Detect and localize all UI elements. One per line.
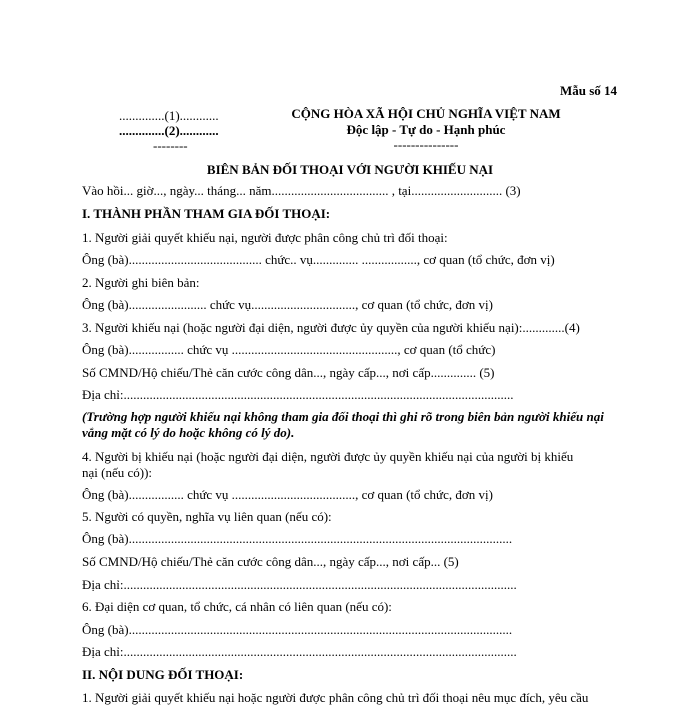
header-left-line1: ..............(1)............ — [119, 108, 219, 123]
section1-note: vắng mặt có lý do hoặc không có lý do). — [82, 425, 295, 440]
section1-line: Địa chỉ:......................................................................................................................... — [82, 644, 517, 659]
document-title: BIÊN BẢN ĐỐI THOẠI VỚI NGƯỜI KHIẾU NẠI — [206, 162, 494, 177]
section1-line: 3. Người khiếu nại (hoặc người đại diện, người được ủy quyền của người khiếu nại):.............(4) — [82, 320, 580, 335]
header-left-line2: ..............(2)............ — [119, 123, 219, 138]
section2-heading: II. NỘI DUNG ĐỐI THOẠI: — [82, 667, 244, 682]
section1-line: Địa chỉ:......................................................................................................................... — [82, 577, 517, 592]
section1-line: Ông (bà)........................ chức vụ................................, cơ quan (tổ chức, đơn vị) — [82, 297, 493, 312]
section2-line: 1. Người giải quyết khiếu nại hoặc người được phân công chủ trì đối thoại nêu mục đích, yêu cầu — [82, 690, 589, 705]
section1-line: 5. Người có quyền, nghĩa vụ liên quan (nếu có): — [82, 509, 332, 524]
section1-line: 6. Đại diện cơ quan, tổ chức, cá nhân có liên quan (nếu có): — [82, 599, 392, 614]
section1-line: Ông (bà)...................................................................................................................... — [82, 622, 513, 637]
section1-line: Ông (bà)................. chức vụ ......................................, cơ quan (tổ chức, đơn vị) — [82, 487, 493, 502]
section1-line: Ông (bà)................. chức vụ ..................................................., cơ quan (tổ chức) — [82, 342, 496, 357]
motto-rule: --------------- — [393, 137, 459, 152]
section1-line: 2. Người ghi biên bản: — [82, 275, 200, 290]
section1-line: Số CMND/Hộ chiếu/Thẻ căn cước công dân..., ngày cấp..., nơi cấp... (5) — [82, 554, 459, 569]
form-number: Mẫu số 14 — [560, 83, 618, 98]
section1-line: Địa chỉ:........................................................................................................................ — [82, 387, 514, 402]
section1-heading: I. THÀNH PHẦN THAM GIA ĐỐI THOẠI: — [82, 206, 331, 221]
motto: Độc lập - Tự do - Hạnh phúc — [346, 122, 506, 137]
section1-line: 1. Người giải quyết khiếu nại, người được phân công chủ trì đối thoại: — [82, 230, 448, 245]
intro-line: Vào hồi... giờ..., ngày... tháng... năm.................................... , tại............................ (3) — [82, 183, 521, 198]
section1-note: (Trường hợp người khiếu nại không tham gia đối thoại thì ghi rõ trong biên bản người khiếu nại — [82, 409, 604, 424]
header-left-rule: -------- — [153, 138, 188, 153]
country-name: CỘNG HÒA XÃ HỘI CHỦ NGHĨA VIỆT NAM — [291, 106, 561, 121]
section1-line: 4. Người bị khiếu nại (hoặc người đại diện, người được ủy quyền khiếu nại của người bị khiếu — [82, 449, 574, 464]
section1-line: Số CMND/Hộ chiếu/Thẻ căn cước công dân..., ngày cấp..., nơi cấp.............. (5) — [82, 365, 495, 380]
section1-line: Ông (bà)...................................................................................................................... — [82, 531, 513, 546]
section1-line: nại (nếu có)): — [82, 465, 153, 480]
section1-line: Ông (bà)......................................... chức.. vụ.............. ................., cơ quan (tổ chức, đơn vị) — [82, 252, 555, 267]
